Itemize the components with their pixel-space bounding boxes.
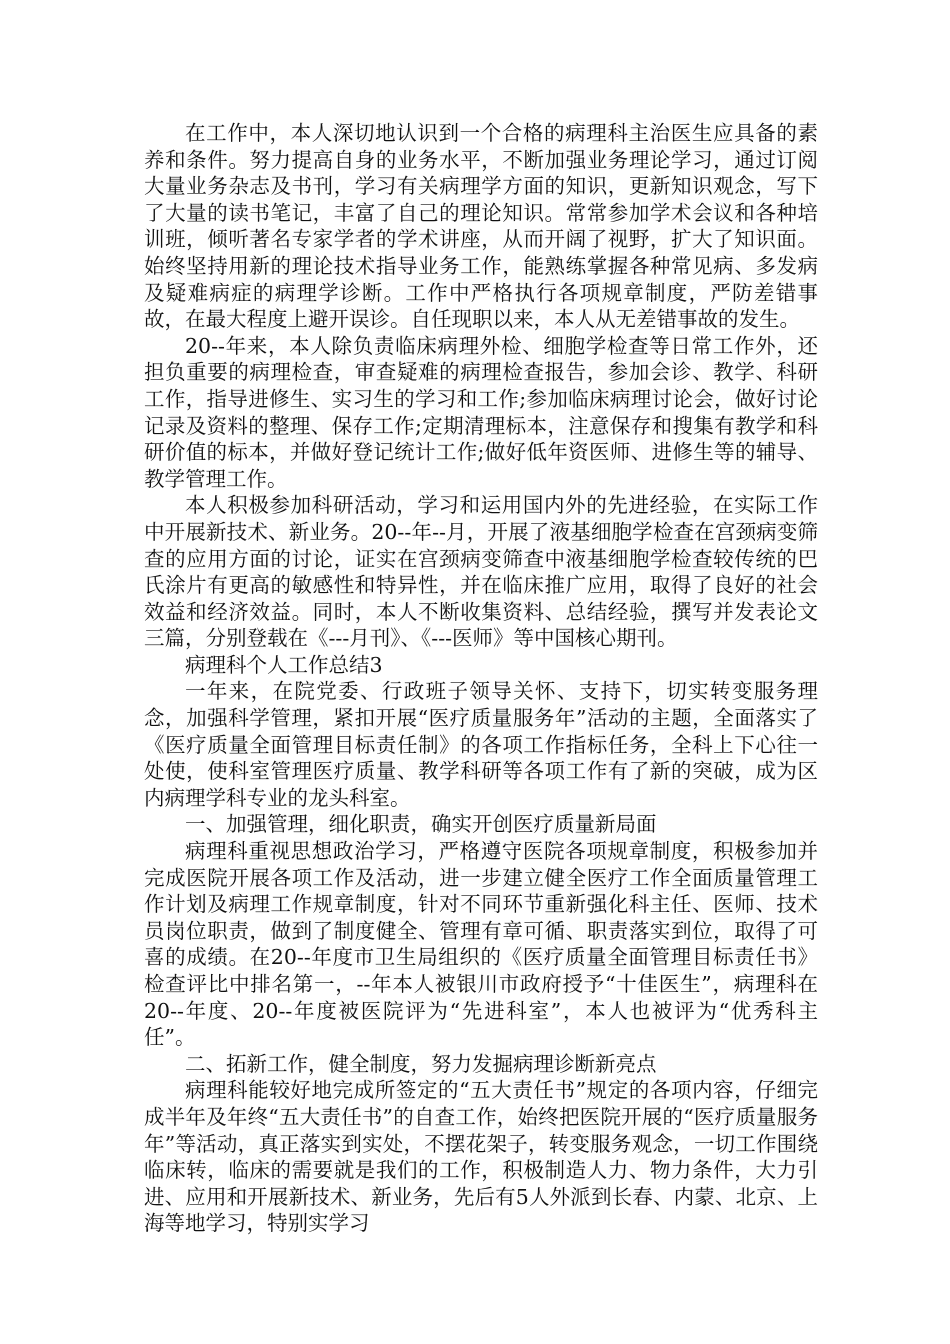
section-title: 病理科个人工作总结3: [185, 652, 383, 677]
paragraph-3: 本人积极参加科研活动，学习和运用国内外的先进经验，在实际工作中开展新技术、新业务。20--年--月，开展了液基细胞学检查在宫颈病变筛查的应用方面的讨论，证实在宫颈病变筛查中液基细胞学检查较传统的巴氏涂片有更高的敏感性和特异性，并在临床推广应用，取得了良好的社会效益和经济效益。同时，本人不断收集资料、总结经验，撰写并发表论文三篇，分别登载在《---月刊》、《---医师》等中国核心期刊。: [144, 493, 818, 651]
paragraph-4: 一年来，在院党委、行政班子领导关怀、支持下，切实转变服务理念，加强科学管理，紧扣开展“医疗质量服务年”活动的主题，全面落实了《医疗质量全面管理目标责任制》的各项工作指标任务，全科上下心往一处使，使科室管理医疗质量、教学科研等各项工作有了新的突破，成为区内病理学科专业的龙头科室。: [144, 679, 818, 810]
paragraph-5: 病理科重视思想政治学习，严格遵守医院各项规章制度，积极参加并完成医院开展各项工作及活动，进一步建立健全医疗工作全面质量管理工作计划及病理工作规章制度，针对不同环节重新强化科主任、医师、技术员岗位职责，做到了制度健全、管理有章可循、职责落实到位，取得了可喜的成绩。在20--年度市卫生局组织的《医疗质量全面管理目标责任书》检查评比中排名第一，--年本人被银川市政府授予“十佳医生”，病理科在20--年度、20--年度被医院评为“先进科室”，本人也被评为“优秀科主任”。: [144, 839, 818, 1050]
paragraph-1: 在工作中，本人深切地认识到一个合格的病理科主治医生应具备的素养和条件。努力提高自身的业务水平，不断加强业务理论学习，通过订阅大量业务杂志及书刊，学习有关病理学方面的知识，更新知识观念，写下了大量的读书笔记，丰富了自己的理论知识。常常参加学术会议和各种培训班，倾听著名专家学者的学术讲座，从而开阔了视野，扩大了知识面。始终坚持用新的理论技术指导业务工作，能熟练掌握各种常见病、多发病及疑难病症的病理学诊断。工作中严格执行各项规章制度，严防差错事故，在最大程度上避开误诊。自任现职以来，本人从无差错事故的发生。: [144, 121, 818, 332]
heading-2: 二、拓新工作，健全制度，努力发掘病理诊断新亮点: [185, 1051, 657, 1076]
heading-1: 一、加强管理，细化职责，确实开创医疗质量新局面: [185, 812, 657, 837]
paragraph-6: 病理科能较好地完成所签定的“五大责任书”规定的各项内容，仔细完成半年及年终“五大责任书”的自查工作，始终把医院开展的“医疗质量服务年”等活动，真正落实到实处，不摆花架子，转变服务观念，一切工作围绕临床转，临床的需要就是我们的工作，积极制造人力、物力条件，大力引进、应用和开展新技术、新业务，先后有5人外派到长春、内蒙、北京、上海等地学习，特别实学习: [144, 1078, 818, 1236]
document-page: [144, 120, 818, 1237]
paragraph-2: 20--年来，本人除负责临床病理外检、细胞学检查等日常工作外，还担负重要的病理检查，审查疑难的病理检查报告，参加会诊、教学、科研工作，指导进修生、实习生的学习和工作;参加临床病理讨论会，做好讨论记录及资料的整理、保存工作;定期清理标本，注意保存和搜集有教学和科研价值的标本，并做好登记统计工作;做好低年资医师、进修生等的辅导、教学管理工作。: [144, 333, 818, 491]
